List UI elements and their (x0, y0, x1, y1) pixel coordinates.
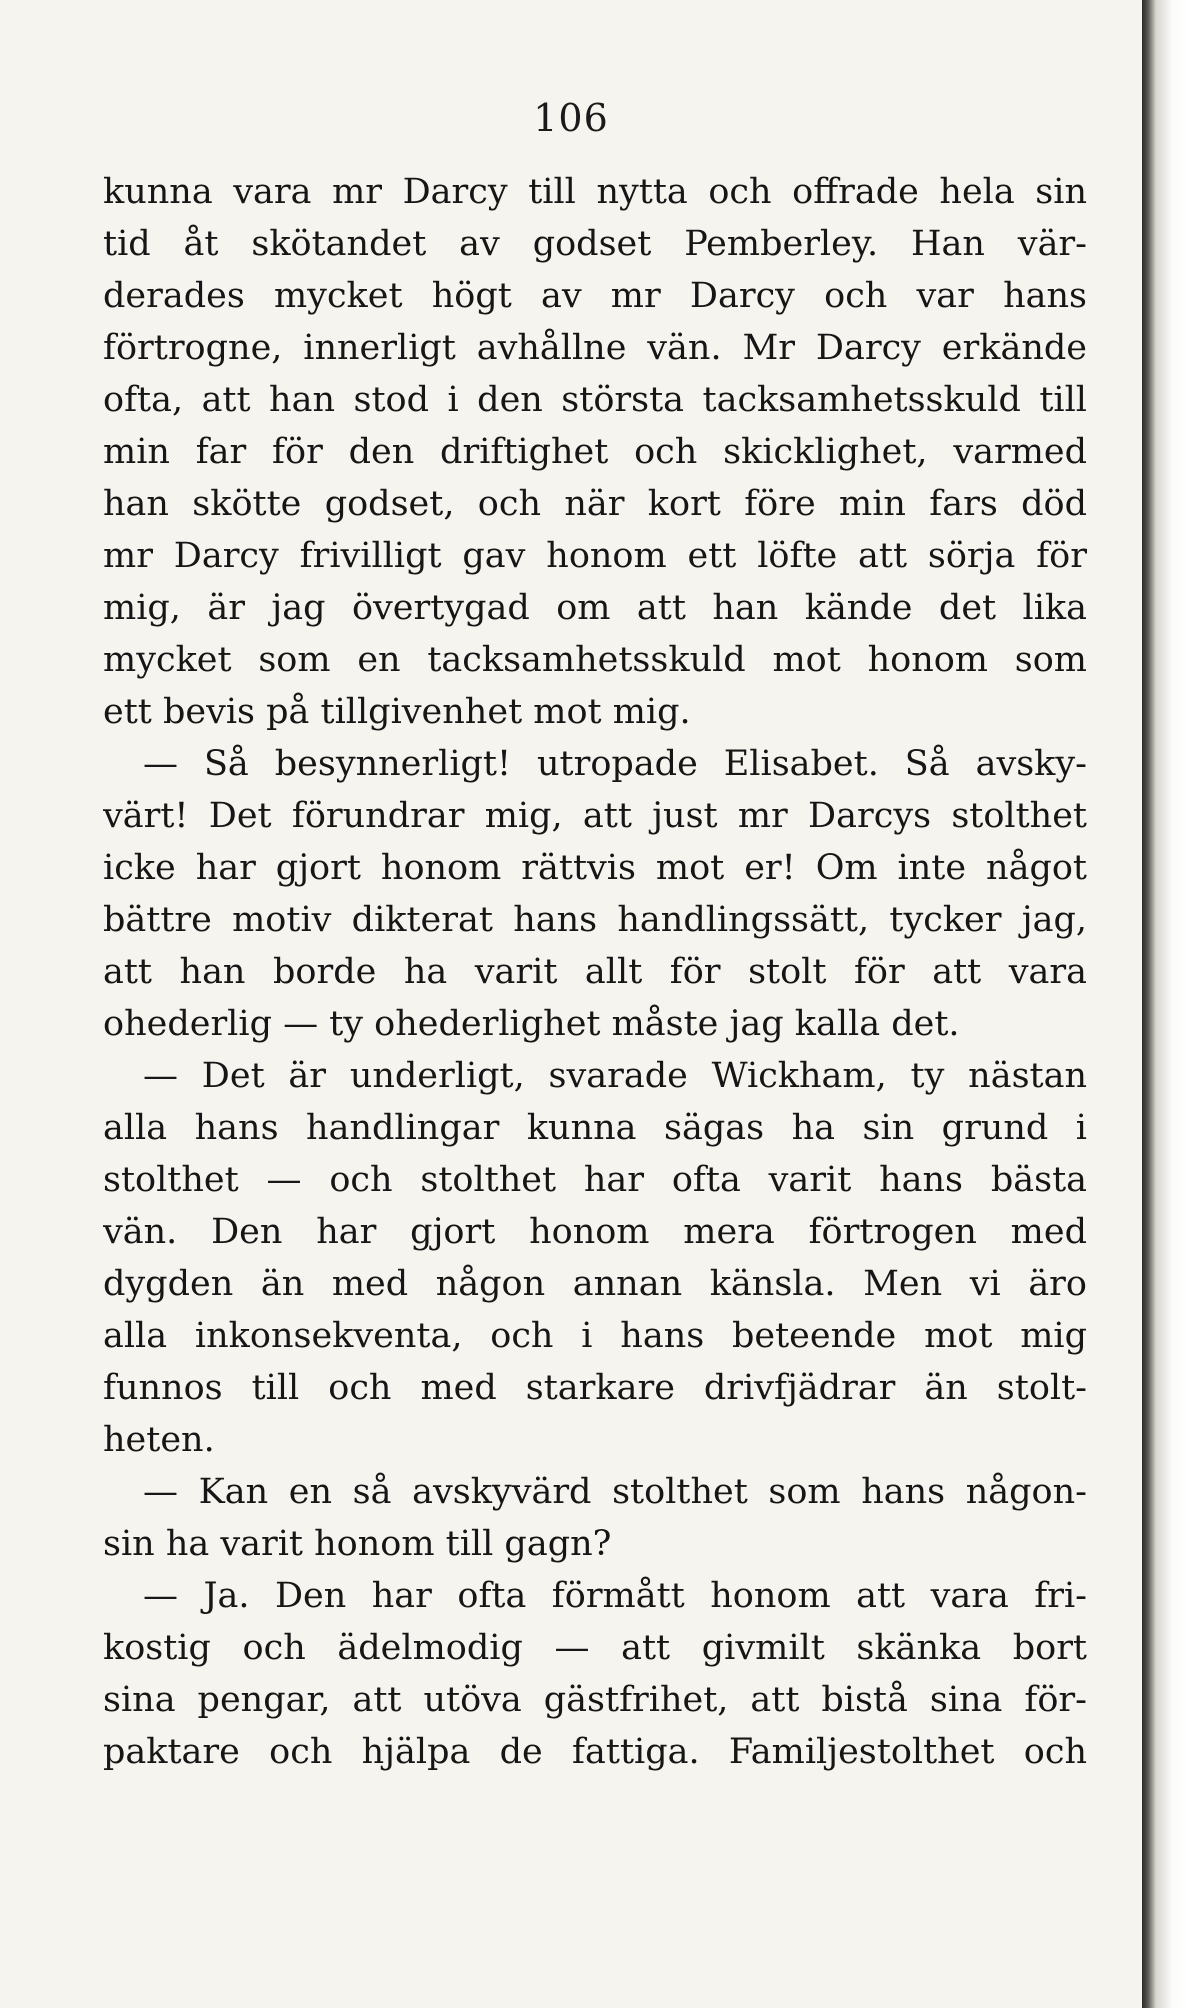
text-line: stolthet — och stolthet har ofta varit hans bästa (103, 1160, 1087, 1200)
text-line: att han borde ha varit allt för stolt för att vara (103, 952, 1087, 992)
text-line: alla inkonsekventa, och i hans beteende mot mig (103, 1316, 1087, 1356)
text-line: dygden än med någon annan känsla. Men vi äro (103, 1264, 1087, 1304)
page-edge-shadow (1142, 0, 1190, 2008)
text-line: tid åt skötandet av godset Pemberley. Han vär- (103, 224, 1087, 264)
text-line: — Så besynnerligt! utropade Elisabet. Så avsky- (143, 744, 1087, 784)
text-line: heten. (103, 1420, 215, 1460)
text-line: funnos till och med starkare drivfjädrar än stolt- (103, 1368, 1087, 1408)
text-line: mr Darcy frivilligt gav honom ett löfte att sörja för (103, 536, 1087, 576)
text-line: ett bevis på tillgivenhet mot mig. (103, 692, 691, 732)
body-text (103, 166, 1087, 1778)
text-line: kunna vara mr Darcy till nytta och offrade hela sin (103, 172, 1087, 212)
text-line: ohederlig — ty ohederlighet måste jag kalla det. (103, 1004, 960, 1044)
text-line: paktare och hjälpa de fattiga. Familjestolthet och (103, 1732, 1087, 1772)
text-line: mycket som en tacksamhetsskuld mot honom som (103, 640, 1087, 680)
text-line: kostig och ädelmodig — att givmilt skänka bort (103, 1628, 1087, 1668)
text-line: sina pengar, att utöva gästfrihet, att bistå sina för- (103, 1680, 1087, 1720)
text-line: ofta, att han stod i den största tacksamhetsskuld till (103, 380, 1087, 420)
text-line: förtrogne, innerligt avhållne vän. Mr Darcy erkände (103, 328, 1087, 368)
text-line: alla hans handlingar kunna sägas ha sin grund i (103, 1108, 1087, 1148)
text-line: mig, är jag övertygad om att han kände det lika (103, 588, 1087, 628)
text-line: — Kan en så avskyvärd stolthet som hans någon- (143, 1472, 1087, 1512)
text-line: vän. Den har gjort honom mera förtrogen med (103, 1212, 1087, 1252)
text-line: värt! Det förundrar mig, att just mr Darcys stolthet (103, 796, 1087, 836)
text-line: sin ha varit honom till gagn? (103, 1524, 612, 1564)
text-line: icke har gjort honom rättvis mot er! Om inte något (103, 848, 1087, 888)
text-line: min far för den driftighet och skicklighet, varmed (103, 432, 1087, 472)
text-line: — Det är underligt, svarade Wickham, ty nästan (143, 1056, 1087, 1096)
text-line: derades mycket högt av mr Darcy och var hans (103, 276, 1087, 316)
text-line: — Ja. Den har ofta förmått honom att vara fri- (143, 1576, 1087, 1616)
page-number: 106 (533, 96, 609, 140)
text-line: han skötte godset, och när kort före min fars död (103, 484, 1087, 524)
text-line: bättre motiv dikterat hans handlingssätt, tycker jag, (103, 900, 1087, 940)
